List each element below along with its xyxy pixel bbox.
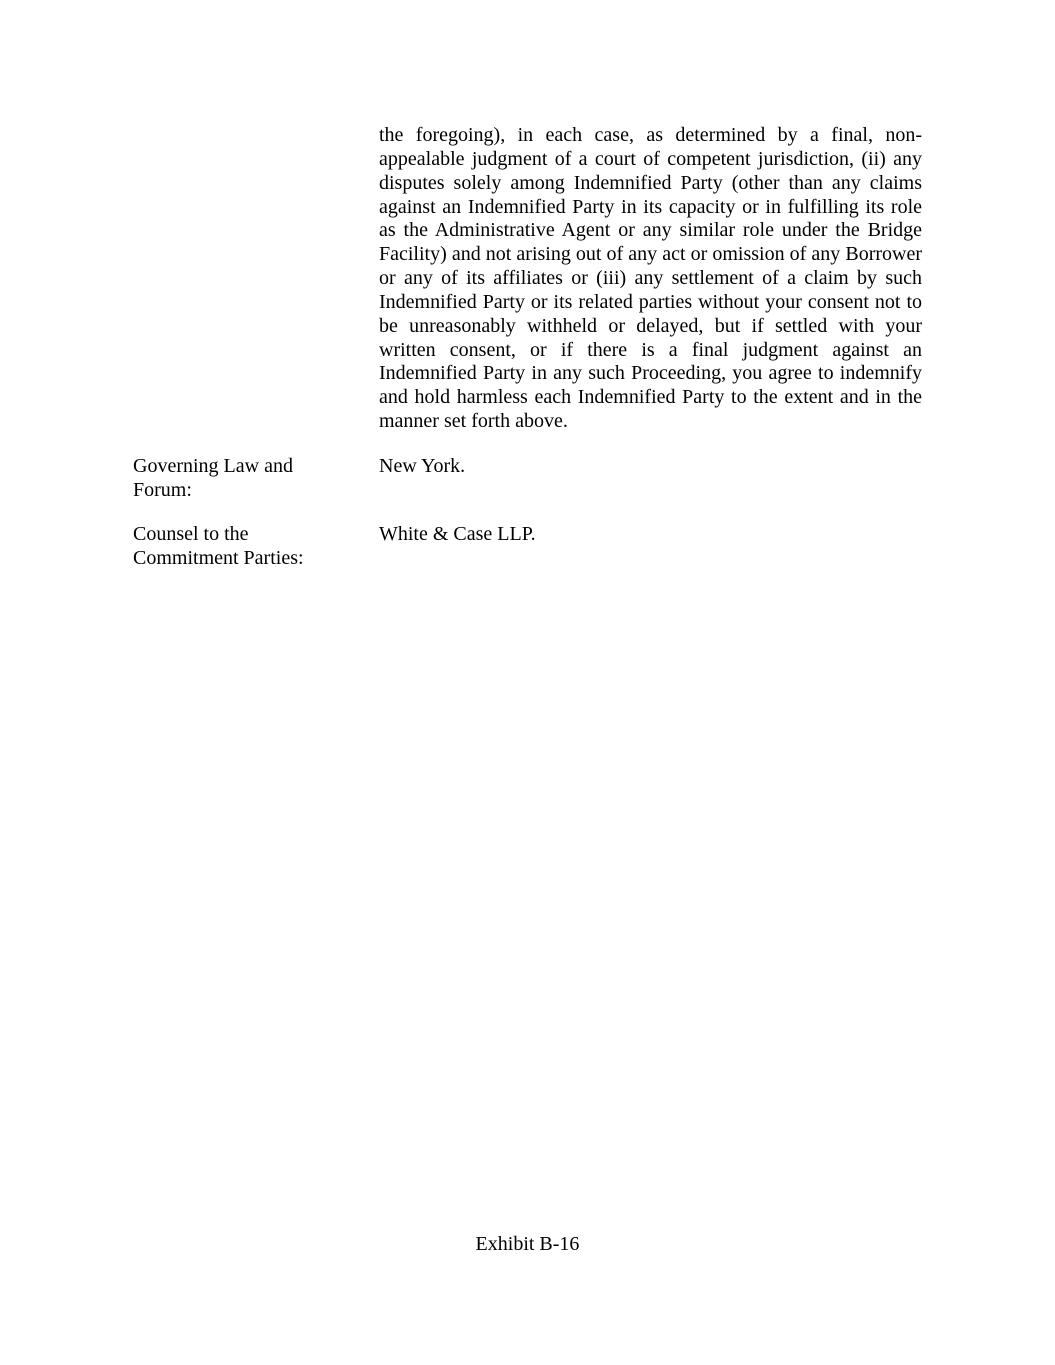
term-value-governing-law: New York. [379,455,466,477]
term-label-line: Counsel to the [133,523,249,545]
page-footer-exhibit-label: Exhibit B-16 [475,1233,580,1255]
term-label-line: Forum: [133,478,192,501]
term-value-counsel: White & Case LLP. [379,523,536,545]
term-label-line: Commitment Parties: [133,546,304,569]
term-label-counsel [133,523,333,570]
term-label-governing-law [133,455,333,502]
term-label-line: Governing Law and [133,455,293,477]
indemnification-continuation-paragraph: the foregoing), in each case, as determined by a final, non-appealable judgment of a court of competent jurisdiction, (ii) any disputes solely among Indemnified Party (other than any claims against an Indemnified Party in its capacity or in fulfilling its role as the Administrative Agent or any similar role under the Bridge Facility) and not arising out of any act or omission of any Borrower or any of its affiliates or (iii) any settlement of a claim by such Indemnified Party or its related parties without your consent not to be unreasonably withheld or delayed, but if settled with your written consent, or if there is a final judgment against an Indemnified Party in any such Proceeding, you agree to indemnify and hold harmless each Indemnified Party to the extent and in the manner set forth above. [379,124,922,433]
